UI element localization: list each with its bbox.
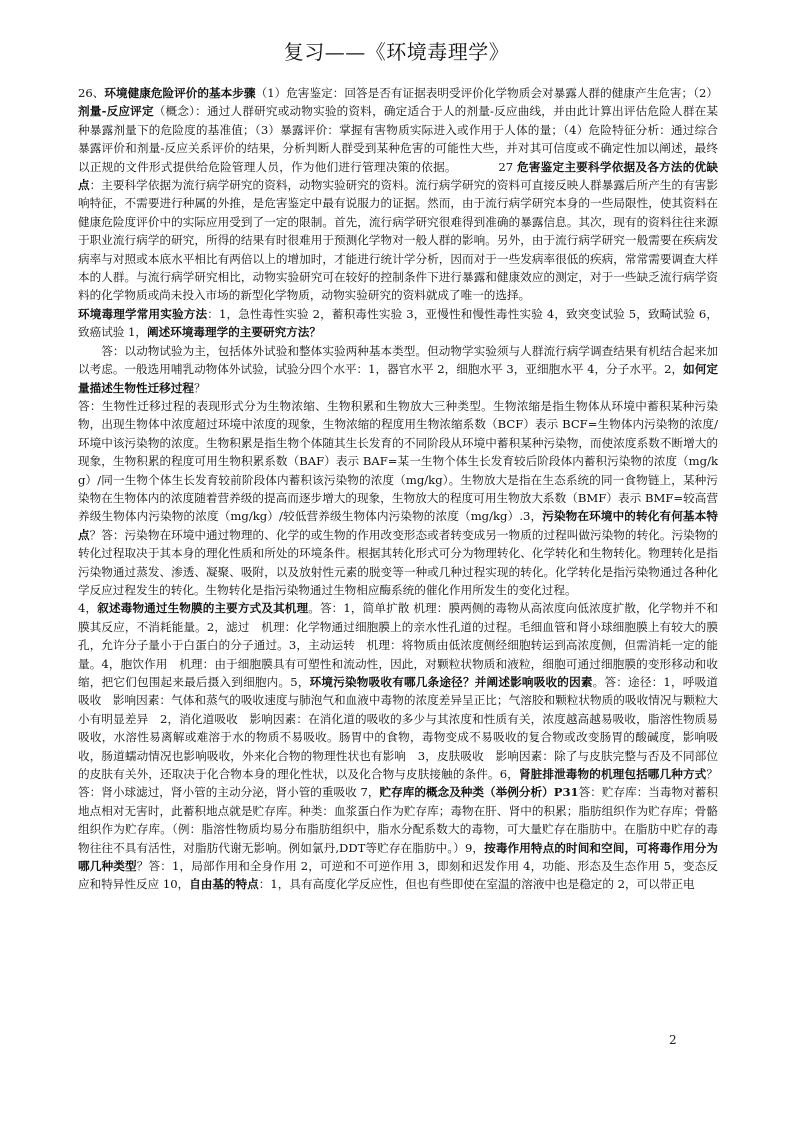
- body-text: ？: [193, 380, 206, 395]
- bold-heading-text: 如何定量描述生物性迁移过程: [78, 362, 718, 395]
- page-number: 2: [669, 1033, 677, 1047]
- body-text: 。答：途径：1，呼吸道吸收 影响因素：气体和蒸气的吸收速度与肺泡气和血液中毒物的浓度差异呈正比；气溶胶和颗粒状物质的吸收情况与颗粒大小有明显差异 2，消化道吸收 影响因素：在消化道的吸收的多少与其浓度和性质有关，浓度越高越易吸收，脂溶性物质易吸收，水溶性易离解或难溶于水的物质不易吸收。肠胃中的食物，毒物变成不易吸收的复合物或改变肠胃的酸碱度，影响吸收，肠道蠕动情况也影响吸收，外来化合物的物理性状也有影响 3，皮肤吸收 影响因素：除了与皮肤完整与否及不同部位的皮肤有关外，还取决于化合物本身的理化性状，以及化合物与皮肤接触的条件。6，: [78, 675, 718, 782]
- bold-heading-text: 环境毒理学常用实验方法: [78, 306, 208, 321]
- body-text: ：主要科学依据为流行病学研究的资料，动物实验研究的资料。流行病学研究的资料可直接反映人群暴露后所产生的有害影响特征，不需要进行种属的外推，是危害鉴定中最有说服力的证据。然而，由于流行病学研究本身的一些局限性，使其资料在健康危险度评价中的实际应用受到了一定的限制。首先，流行病学研究很难得到准确的暴露信息。其次，现有的资料往往来源于职业流行病学的研究，所得的结果有时很难用于预测化学物对一般人群的影响。另外，由于流行病学研究一般需要在疾病发病率与对照或本底水平相比有两倍以上的增加时，才能进行统计学分析，因而对于一些发病率很低的疾病，常常需要调查大样本的人群。与流行病学研究相比，动物实验研究可在较好的控制条件下进行暴露和健康效应的测定，对于一些缺乏流行病学资料的化学物质或尚未投入市场的新型化学物质，动物实验研究的资料就成了唯一的选择。: [78, 178, 718, 303]
- body-text: ？答：肾小球滤过，肾小管的主动分泌，肾小管的重吸收 7，: [78, 767, 718, 800]
- body-text: 27: [450, 159, 517, 174]
- paragraph: [78, 599, 718, 894]
- page-title: 复习——《环境毒理学》: [283, 40, 510, 64]
- body-text: 。答：1，简单扩散 机理：膜两侧的毒物从高浓度向低浓度扩散，化学物并不和膜其反应，不消耗能量。2，滤过 机理：化学物通过细胞膜上的亲水性孔道的过程。毛细血管和肾小球细胞膜上有较大的膜孔，允许分子量小于白蛋白的分子通过。3，主动运转 机理：将物质由低浓度侧经细胞转运到高浓度侧，但需消耗一定的能量。4，胞饮作用 机理：由于细胞膜具有可塑性和流动性，因此，对颗粒状物质和液粒，细胞可通过细胞膜的变形移动和收缩，把它们包围起来最后摄入到细胞内。5，: [78, 601, 718, 689]
- document-body: [78, 84, 718, 894]
- body-text: ：1，具有高度化学反应性，但也有些即使在室温的溶液中也是稳定的 2，可以带正电: [258, 877, 695, 892]
- paragraph: [78, 84, 718, 305]
- bold-heading-text: 贮存库的概念及种类（举例分析）P31: [379, 785, 579, 800]
- bold-heading-text: 危害鉴定主要科学依据及各方法的优缺点: [78, 159, 718, 193]
- body-text: 答：以动物试验为主，包括体外试验和整体实验两种基本类型。但动物学实验须与人群流行病学调查结果有机结合起来加以考虑。一般选用哺乳动物体外试验，试验分四个水平：1，器官水平 2，细胞水平 3，亚细胞水平 4，分子水平。2，: [78, 343, 718, 377]
- body-text: ：1，急性毒性实验 2，蓄积毒性实验 3，亚慢性和慢性毒性实验 4，致突变试验 5，致畸试验 6，致癌试验 1，: [78, 306, 718, 340]
- bold-heading-text: 污染物在环境中的转化有何基本特点: [78, 509, 718, 542]
- bold-heading-text: 阐述环境毒理学的主要研究方法？: [147, 325, 321, 340]
- bold-heading-text: 叙述毒物通过生物膜的主要方式及其机理: [97, 601, 309, 616]
- paragraph: [78, 397, 718, 599]
- body-text: （概念）：通过人群研究或动物实验的资料，确定适合于人的剂量-反应曲线，并由此计算出评估危险人群在某种暴露剂量下的危险度的基准值；（3）暴露评价：掌握有害物质实际进入或作用于人体的量；（4）危险特征分析：通过综合暴露评价和剂量-反应关系评价的结果，分析判断人群受到某种危害的可能性大些，并对其可信度或不确定性加以阐述，最终以正规的文件形式提供给危险管理人员，作为他们进行管理决策的依据。: [78, 104, 719, 174]
- bold-heading-text: 按毒作用特点的时间和空间，可将毒作用分为哪几种类型: [78, 840, 718, 874]
- bold-heading-text: 自由基的特点: [189, 877, 259, 892]
- body-text: （1）危害鉴定：回答是否有证据表明受评价化学物质会对暴露人群的健康产生危害；（2）: [255, 86, 718, 100]
- body-text: 答：生物性迁移过程的表现形式分为生物浓缩、生物积累和生物放大三种类型。生物浓缩是指生物体从环境中蓄积某种污染物，出现生物体中浓度超过环境中浓度的现象，生物浓缩的程度用生物浓缩系数（BCF）表示 BCF=生物体内污染物的浓度/环境中该污染物的浓度。生物积累是指生物个体随其生长发育的不同阶段从环境中蓄积某种污染物，而使浓度系数不断增大的现象，生物积累的程度可用生物积累系数（BAF）表示 BAF=某一生物个体生长发育较后阶段体内蓄积污染物的浓度（mg/kg）/同一生物个体生长发育较前阶段体内蓄积该污染物的浓度（mg/kg）。生物放大是指在生态系统的同一食物链上，某种污染物在生物体内的浓度随着营养级的提高而逐步增大的现象，生物放大的程度可用生物放大系数（BMF）表示 BMF=较高营养级生物体内污染物的浓度（mg/kg）/较低营养级生物体内污染物的浓度（mg/kg）.3，: [78, 398, 718, 524]
- paragraph: [78, 342, 718, 397]
- body-text: ？答：1，局部作用和全身作用 2，可逆和不可逆作用 3，即刻和迟发作用 4，功能、形态及生态作用 5，变态反应和特异性反应 10，: [78, 859, 718, 892]
- body-text: 答：贮存库：当毒物对蓄积地点相对无害时，此蓄积地点就是贮存库。种类：血浆蛋白作为贮存库；毒物在肝、肾中的积累；脂肪组织作为贮存库；骨骼组织作为贮存库。（例：脂溶性物质均易分布脂肪组织中，脂水分配系数大的毒物，可大量贮存在脂肪中。在脂肪中贮存的毒物往往不具有活性，对脂肪代谢无影响。例如氯丹,DDT等贮存在脂肪中。）9，: [78, 785, 718, 855]
- body-text: ？答：污染物在环境中通过物理的、化学的或生物的作用改变形态或者转变成另一物质的过程叫做污染物的转化。污染物的转化过程取决于其本身的理化性质和所处的环境条件。根据其转化形式可分为物理转化、化学转化和生物转化。物理转化是指污染物通过蒸发、渗透、凝聚、吸附，以及放射性元素的脱变等一种或几种过程实现的转化。化学转化是指污染物通过各种化学反应过程发生的转化。生物转化是指污染物通过生物相应酶系统的催化作用所发生的变化过程。: [78, 527, 718, 597]
- bold-heading-text: 环境污染物吸收有哪几条途径？并阐述影响吸收的因素: [309, 675, 593, 689]
- body-text: 26、: [78, 86, 105, 100]
- bold-heading-text: 肾脏排泄毒物的机理包括哪几种方式: [518, 767, 707, 782]
- body-text: 4，: [78, 601, 98, 616]
- bold-heading-text: 剂量-反应评定: [78, 104, 154, 119]
- bold-heading-text: 环境健康危险评价的基本步骤: [104, 86, 256, 100]
- paragraph: [78, 305, 718, 342]
